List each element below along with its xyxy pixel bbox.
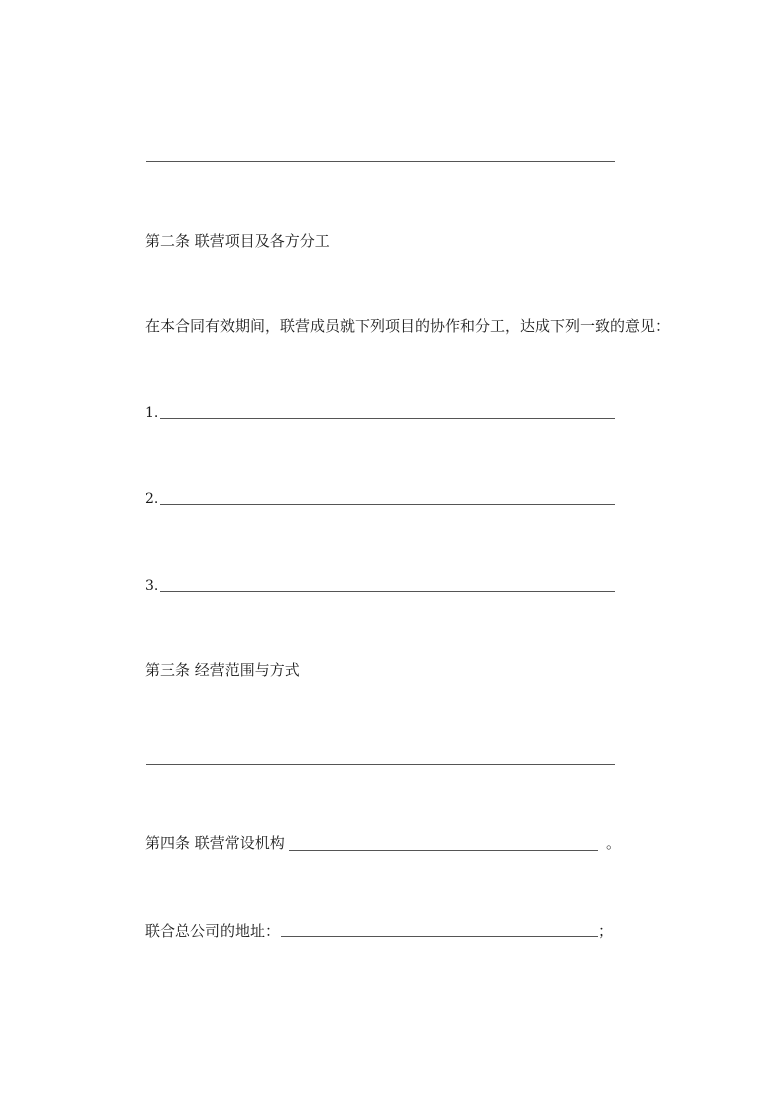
article4-blank-line [289,850,598,851]
article2-heading: 第二条 联营项目及各方分工 [145,232,330,250]
address-label: 联合总公司的地址： [145,922,281,940]
article2-body: 在本合同有效期间，联营成员就下列项目的协作和分工，达成下列一致的意见： [145,317,671,335]
address-blank-line [281,936,598,937]
item-1-blank-line [160,418,615,419]
article4-label: 第四条 联营常设机构 [145,834,285,852]
article4-period: 。 [606,834,622,852]
address-semicolon: ； [598,922,614,940]
item-3-number: 3. [145,578,159,594]
article3-heading: 第三条 经营范围与方式 [145,661,300,679]
item-2-blank-line [160,504,615,505]
article3-blank-line [146,764,615,765]
blank-line-top [146,161,615,162]
item-3-blank-line [160,591,615,592]
item-1-number: 1. [145,405,159,421]
item-2-number: 2. [145,491,159,507]
